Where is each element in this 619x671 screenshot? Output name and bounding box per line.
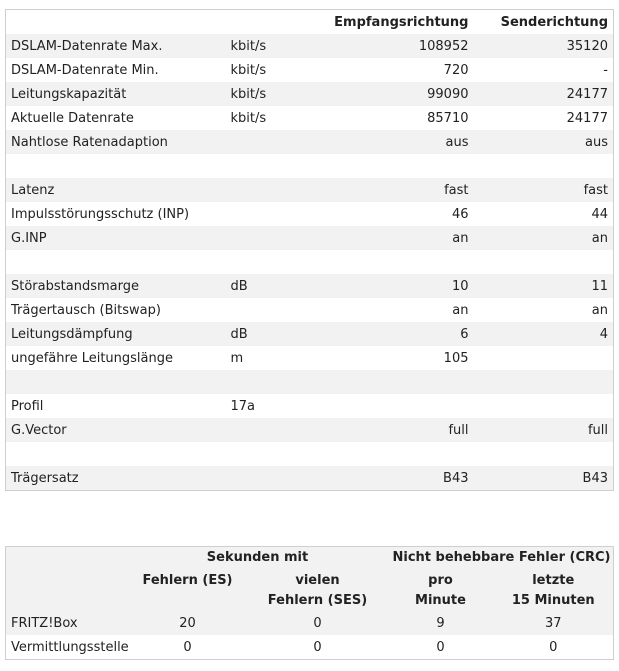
- ses-value: 0: [248, 635, 388, 660]
- row-downstream-value: aus: [326, 130, 474, 154]
- table-row: [6, 611, 614, 635]
- crc-per-minute-value: 0: [388, 635, 494, 660]
- row-unit: [226, 226, 326, 250]
- row-upstream-value: an: [474, 298, 614, 322]
- row-unit: kbit/s: [226, 58, 326, 82]
- row-label: Leitungskapazität: [6, 82, 226, 106]
- table-row: [6, 635, 614, 660]
- ses-value: 0: [248, 611, 388, 635]
- row-label: Nahtlose Ratenadaption: [6, 130, 226, 154]
- es-value: 0: [128, 635, 248, 660]
- row-downstream-value: [326, 154, 474, 178]
- row-label: Störabstandsmarge: [6, 274, 226, 298]
- table-row: [6, 418, 614, 442]
- row-label: Profil: [6, 394, 226, 418]
- row-downstream-value: 99090: [326, 82, 474, 106]
- error-column-header-row: [6, 569, 614, 611]
- row-label: Leitungsdämpfung: [6, 322, 226, 346]
- row-unit: [226, 418, 326, 442]
- row-downstream-value: [326, 250, 474, 274]
- row-label: DSLAM-Datenrate Max.: [6, 34, 226, 58]
- row-unit: dB: [226, 274, 326, 298]
- row-label: ungefähre Leitungslänge: [6, 346, 226, 370]
- table-row: [6, 106, 614, 130]
- error-group-header-row: [6, 547, 614, 570]
- spacer-row: [6, 370, 614, 394]
- row-upstream-value: fast: [474, 178, 614, 202]
- row-downstream-value: an: [326, 298, 474, 322]
- dsl-info-table: [5, 9, 614, 491]
- row-upstream-value: 35120: [474, 34, 614, 58]
- col-ses-header: vielen Fehlern (SES): [248, 569, 388, 611]
- error-counter-table: [5, 546, 614, 660]
- row-upstream-value: full: [474, 418, 614, 442]
- row-label: [6, 154, 226, 178]
- row-upstream-value: -: [474, 58, 614, 82]
- row-label: Aktuelle Datenrate: [6, 106, 226, 130]
- row-unit: [226, 250, 326, 274]
- row-label: G.Vector: [6, 418, 226, 442]
- row-downstream-value: [326, 442, 474, 466]
- table-row: [6, 298, 614, 322]
- row-downstream-value: 46: [326, 202, 474, 226]
- col-last-15-header: letzte 15 Minuten: [494, 569, 614, 611]
- table-row: [6, 202, 614, 226]
- table-row: [6, 394, 614, 418]
- crc-per-minute-value: 9: [388, 611, 494, 635]
- table-row: [6, 82, 614, 106]
- row-unit: [226, 202, 326, 226]
- row-unit: [226, 154, 326, 178]
- row-upstream-value: [474, 394, 614, 418]
- row-downstream-value: full: [326, 418, 474, 442]
- row-downstream-value: 105: [326, 346, 474, 370]
- row-downstream-value: 720: [326, 58, 474, 82]
- row-downstream-value: 108952: [326, 34, 474, 58]
- row-label: Trägersatz: [6, 466, 226, 491]
- table-row: [6, 226, 614, 250]
- row-downstream-value: B43: [326, 466, 474, 491]
- row-downstream-value: 6: [326, 322, 474, 346]
- table-row: [6, 274, 614, 298]
- row-label: DSLAM-Datenrate Min.: [6, 58, 226, 82]
- row-unit: dB: [226, 322, 326, 346]
- row-label: [6, 250, 226, 274]
- crc-last-15-value: 37: [494, 611, 614, 635]
- row-label: Impulsstörungsschutz (INP): [6, 202, 226, 226]
- group-seconds-header: Sekunden mit: [128, 547, 388, 570]
- row-upstream-value: 4: [474, 322, 614, 346]
- row-unit: [226, 130, 326, 154]
- row-upstream-value: aus: [474, 130, 614, 154]
- header-label: [6, 10, 226, 35]
- row-unit: [226, 298, 326, 322]
- row-label: Trägertausch (Bitswap): [6, 298, 226, 322]
- table-row: [6, 346, 614, 370]
- row-unit: 17a: [226, 394, 326, 418]
- row-unit: m: [226, 346, 326, 370]
- row-upstream-value: [474, 250, 614, 274]
- row-label: [6, 442, 226, 466]
- row-upstream-value: [474, 346, 614, 370]
- es-value: 20: [128, 611, 248, 635]
- dsl-header-row: [6, 10, 614, 35]
- table-row: [6, 322, 614, 346]
- row-downstream-value: [326, 370, 474, 394]
- row-upstream-value: [474, 370, 614, 394]
- row-label: G.INP: [6, 226, 226, 250]
- col-per-minute-header: pro Minute: [388, 569, 494, 611]
- row-upstream-value: 24177: [474, 106, 614, 130]
- header-downstream: Empfangsrichtung: [326, 10, 474, 35]
- row-upstream-value: [474, 442, 614, 466]
- col-es-header: Fehlern (ES): [128, 569, 248, 611]
- row-unit: kbit/s: [226, 82, 326, 106]
- row-unit: [226, 466, 326, 491]
- row-downstream-value: an: [326, 226, 474, 250]
- row-upstream-value: [474, 154, 614, 178]
- row-unit: kbit/s: [226, 106, 326, 130]
- row-upstream-value: B43: [474, 466, 614, 491]
- row-downstream-value: 85710: [326, 106, 474, 130]
- table-row: [6, 466, 614, 491]
- table-row: [6, 34, 614, 58]
- table-row: [6, 58, 614, 82]
- row-unit: [226, 178, 326, 202]
- spacer-row: [6, 250, 614, 274]
- row-upstream-value: 44: [474, 202, 614, 226]
- spacer-row: [6, 442, 614, 466]
- row-downstream-value: [326, 394, 474, 418]
- row-unit: [226, 370, 326, 394]
- spacer-row: [6, 154, 614, 178]
- row-upstream-value: 24177: [474, 82, 614, 106]
- error-row-label: FRITZ!Box: [6, 611, 128, 635]
- table-row: [6, 130, 614, 154]
- row-unit: [226, 442, 326, 466]
- error-row-label: Vermittlungsstelle: [6, 635, 128, 660]
- crc-last-15-value: 0: [494, 635, 614, 660]
- row-downstream-value: 10: [326, 274, 474, 298]
- group-crc-header: Nicht behebbare Fehler (CRC): [388, 547, 614, 570]
- row-downstream-value: fast: [326, 178, 474, 202]
- row-upstream-value: 11: [474, 274, 614, 298]
- row-label: [6, 370, 226, 394]
- row-upstream-value: an: [474, 226, 614, 250]
- table-row: [6, 178, 614, 202]
- header-upstream: Senderichtung: [474, 10, 614, 35]
- row-unit: kbit/s: [226, 34, 326, 58]
- row-label: Latenz: [6, 178, 226, 202]
- header-unit: [226, 10, 326, 35]
